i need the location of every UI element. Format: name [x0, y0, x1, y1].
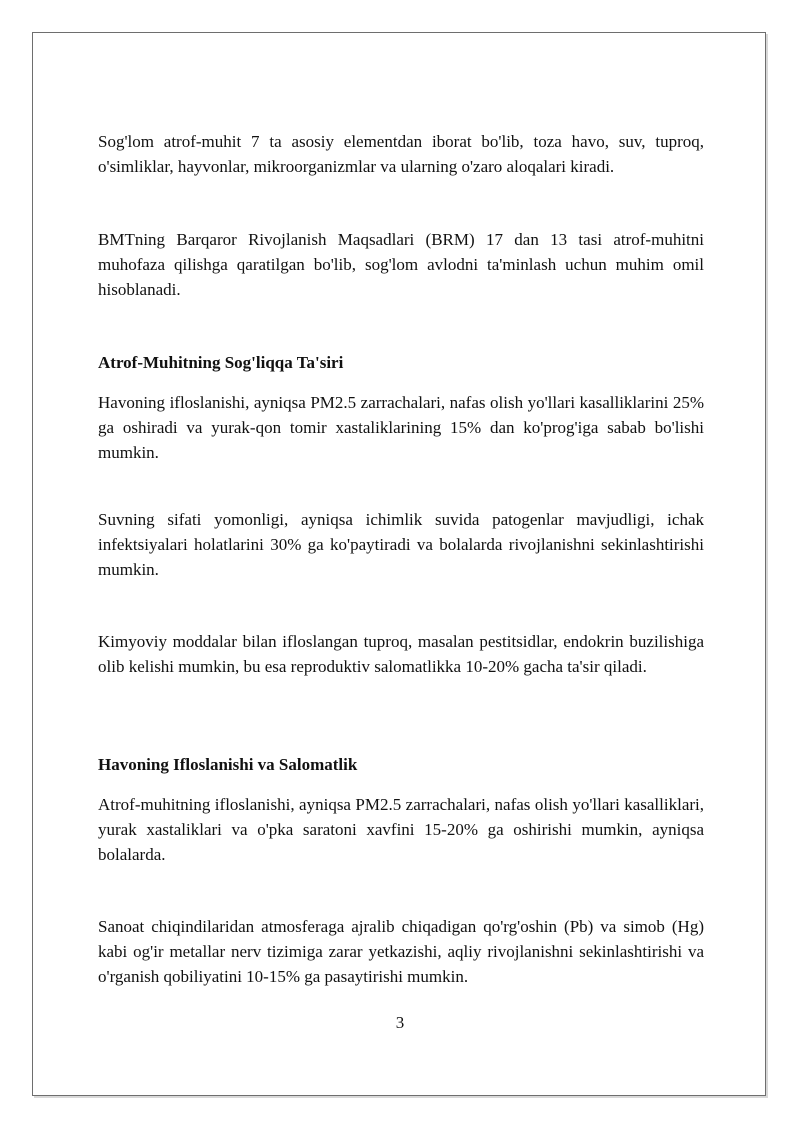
paragraph-healthy-environment: Sog'lom atrof-muhit 7 ta asosiy elementdan iborat bo'lib, toza havo, suv, tuproq, o'simliklar, hayvonlar, mikroorganizmlar va ularning o'zaro aloqalari kiradi. — [98, 132, 704, 176]
section-heading-health-impact: Atrof-Muhitning Sog'liqqa Ta'siri — [98, 353, 344, 372]
paragraph-water-quality: Suvning sifati yomonligi, ayniqsa ichimlik suvida patogenlar mavjudligi, ichak infektsiyalari holatlarini 30% ga ko'paytiradi va bolalarda rivojlanishni sekinlashtirishi mumkin. — [98, 510, 704, 579]
page-number: 3 — [395, 1013, 405, 1032]
paragraph-soil-chemicals: Kimyoviy moddalar bilan ifloslangan tuproq, masalan pestitsidlar, endokrin buzilishiga olib kelishi mumkin, bu esa reproduktiv salomatlikka 10-20% gacha ta'sir qiladi. — [98, 632, 704, 676]
paragraph-sdg-goals: BMTning Barqaror Rivojlanish Maqsadlari (BRM) 17 dan 13 tasi atrof-muhitni muhofaza qilishga qaratilgan bo'lib, sog'lom avlodni ta'minlash uchun muhim omil hisoblanadi. — [98, 230, 704, 299]
document-page — [32, 32, 766, 1096]
paragraph-environment-pollution: Atrof-muhitning ifloslanishi, ayniqsa PM2.5 zarrachalari, nafas olish yo'llari kasalliklari, yurak xastaliklari va o'pka saratoni xavfini 15-20% ga oshirishi mumkin, ayniqsa bolalarda. — [98, 795, 704, 864]
paragraph-heavy-metals: Sanoat chiqindilaridan atmosferaga ajralib chiqadigan qo'rg'oshin (Pb) va simob (Hg) kabi og'ir metallar nerv tizimiga zarar yetkazishi, aqliy rivojlanishni sekinlashtirishi va o'rganish qobiliyatini 10-15% ga pasaytirishi mumkin. — [98, 917, 704, 986]
section-heading-air-and-health: Havoning Ifloslanishi va Salomatlik — [98, 755, 358, 774]
paragraph-air-pollution: Havoning ifloslanishi, ayniqsa PM2.5 zarrachalari, nafas olish yo'llari kasalliklarini 25% ga oshiradi va yurak-qon tomir xastaliklarining 15% dan ko'prog'iga sabab bo'lishi mumkin. — [98, 393, 704, 462]
